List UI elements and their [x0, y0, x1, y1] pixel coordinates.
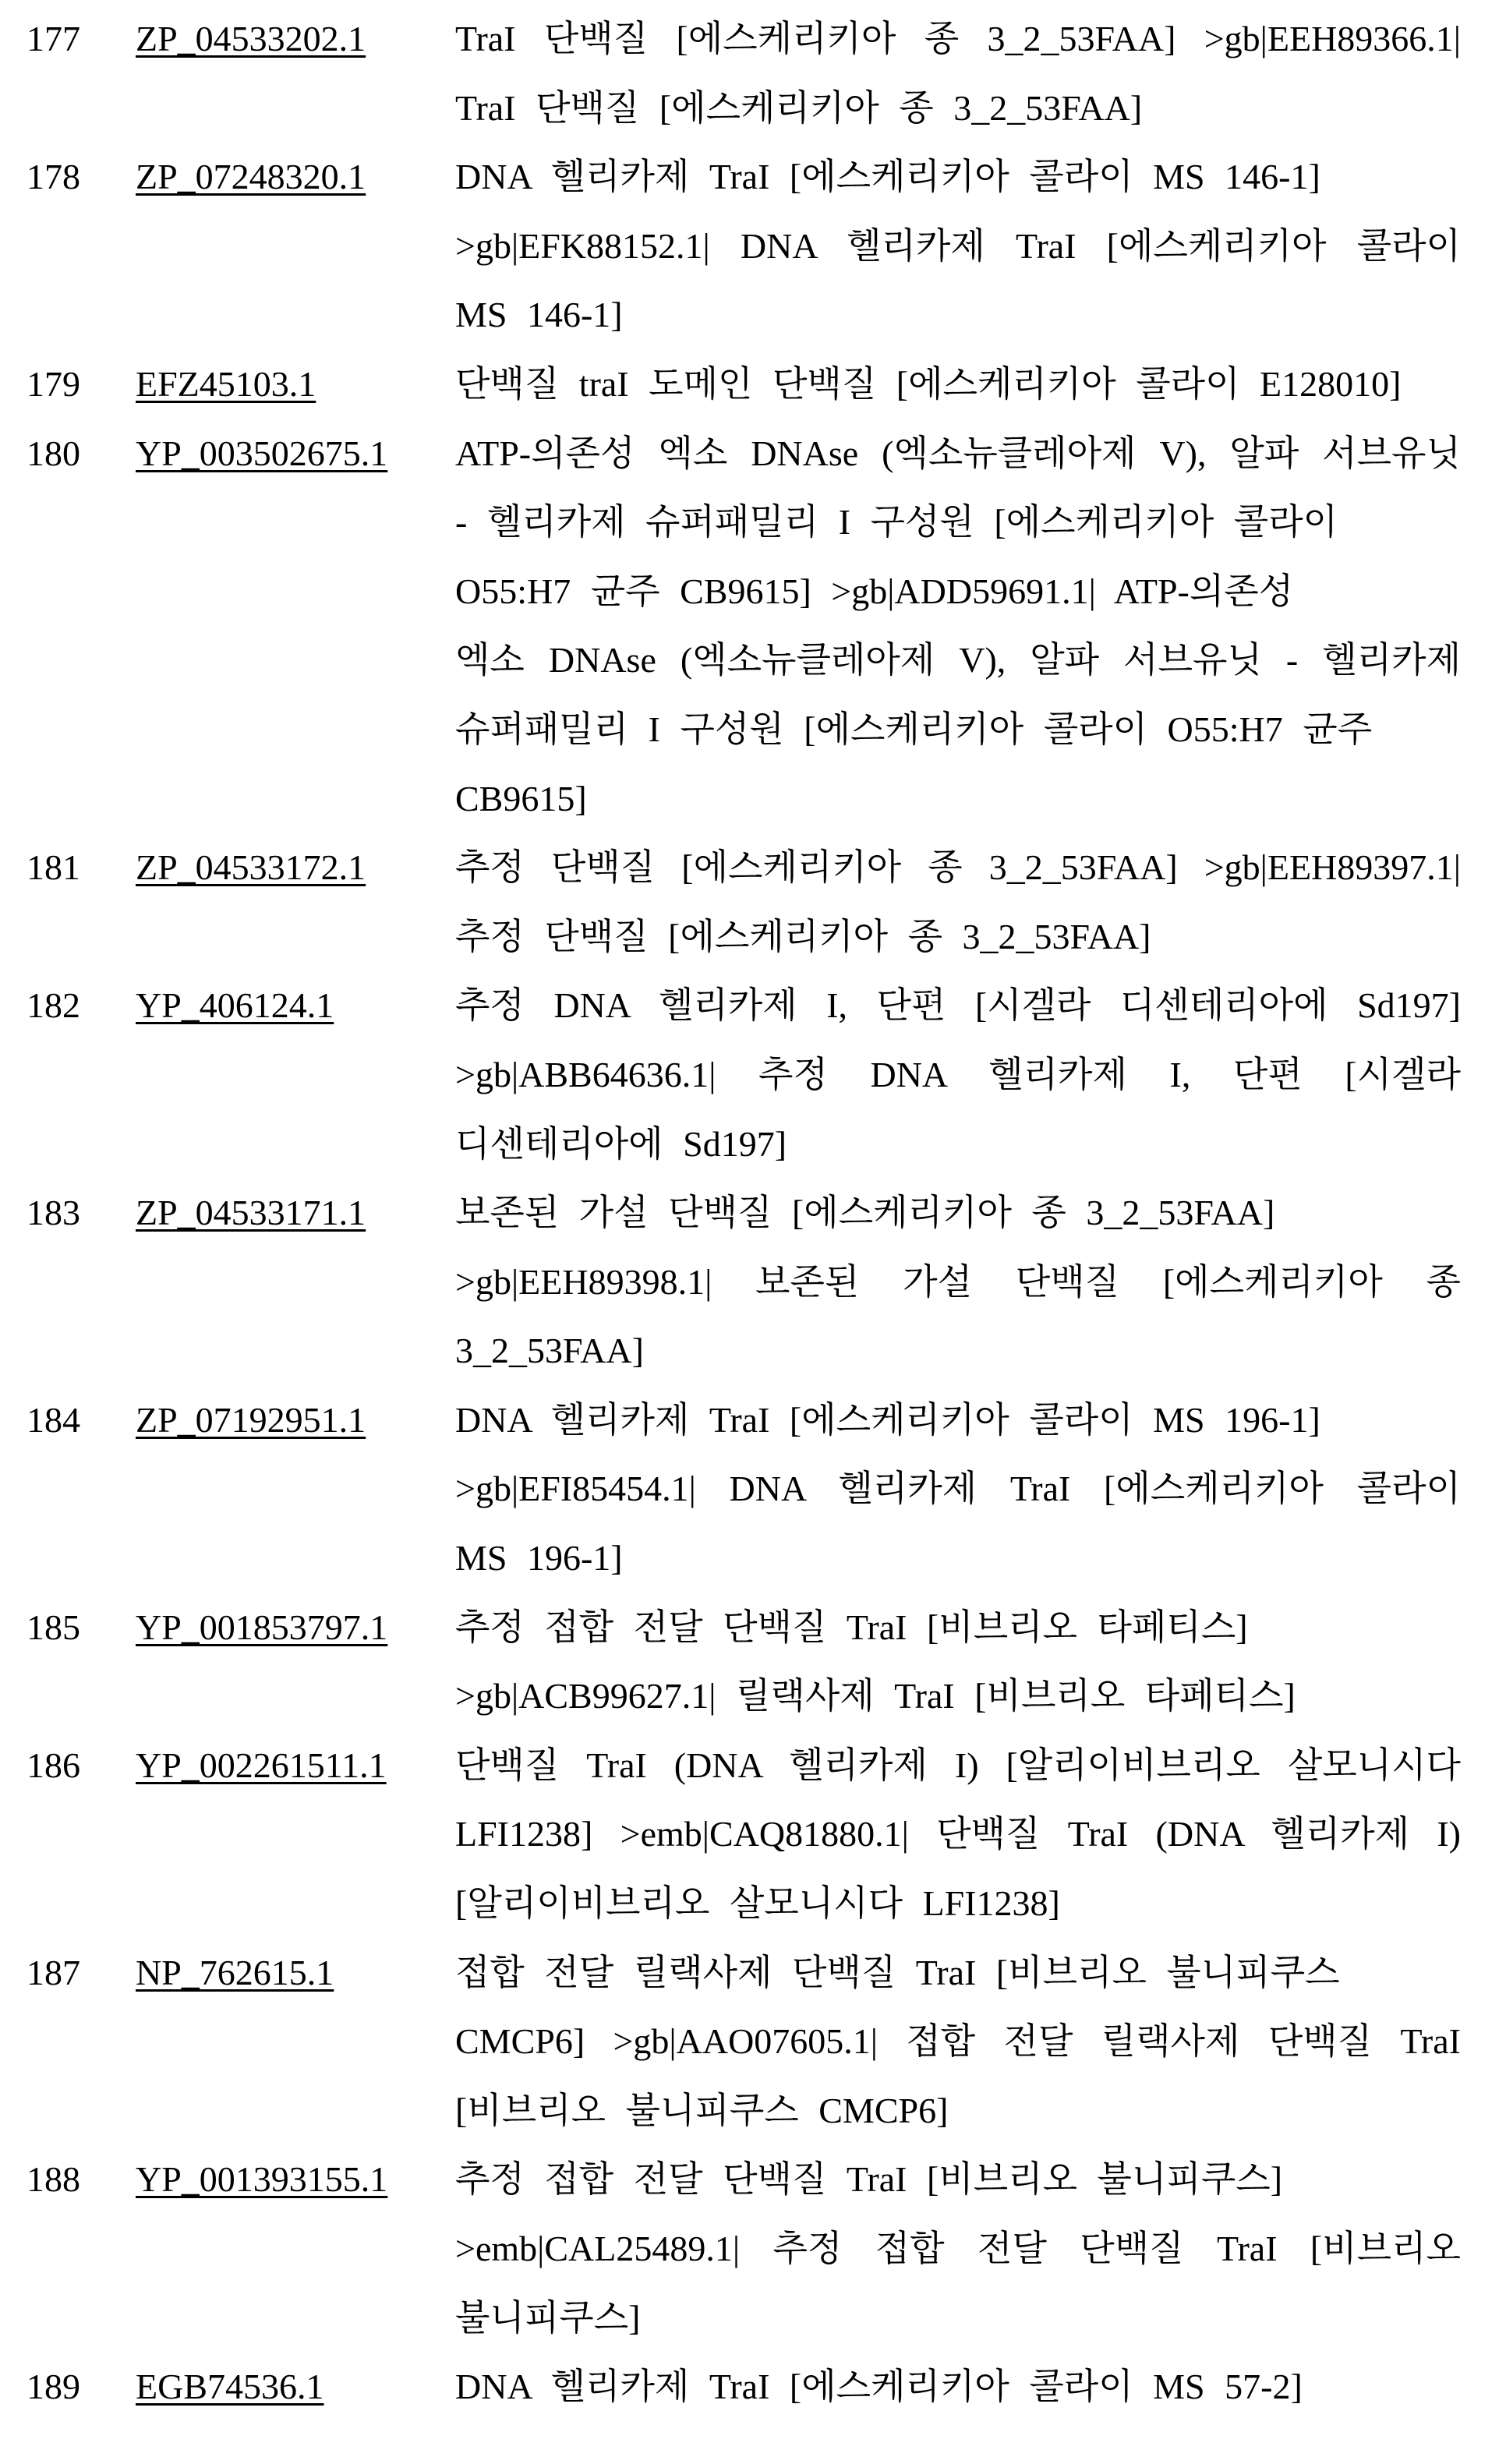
- table-row: [0, 2145, 1506, 2353]
- entry-number: 183: [27, 1179, 80, 1248]
- description-line: >emb|CAL25489.1| 추정 접합 전달 단백질 TraI [비브리오: [455, 2215, 1461, 2284]
- sequence-table: [0, 5, 1506, 2422]
- entry-number: 189: [27, 2353, 80, 2422]
- accession-link[interactable]: ZP_04533202.1: [136, 5, 366, 74]
- description-line: TraI 단백질 [에스케리키아 종 3_2_53FAA]: [455, 74, 1461, 143]
- accession-link[interactable]: ZP_04533171.1: [136, 1179, 366, 1248]
- entry-number: 188: [27, 2145, 80, 2215]
- entry-description: [455, 1179, 1461, 1386]
- description-line: >gb|EFI85454.1| DNA 헬리카제 TraI [에스케리키아 콜라이: [455, 1455, 1461, 1524]
- entry-number: 184: [27, 1386, 80, 1455]
- table-row: [0, 1939, 1506, 2146]
- entry-number: 180: [27, 419, 80, 489]
- description-line: >gb|ABB64636.1| 추정 DNA 헬리카제 I, 단편 [시겔라: [455, 1041, 1461, 1110]
- table-row: [0, 1179, 1506, 1386]
- description-line: 슈퍼패밀리 I 구성원 [에스케리키아 콜라이 O55:H7 균주: [455, 695, 1461, 765]
- description-line: - 헬리카제 슈퍼패밀리 I 구성원 [에스케리키아 콜라이: [455, 488, 1461, 557]
- entry-description: [455, 1939, 1461, 2146]
- table-row: [0, 5, 1506, 143]
- description-line: [비브리오 불니피쿠스 CMCP6]: [455, 2077, 1461, 2146]
- entry-number: 182: [27, 971, 80, 1041]
- description-line: >gb|ACB99627.1| 릴랙사제 TraI [비브리오 타페티스]: [455, 1662, 1461, 1731]
- table-row: [0, 419, 1506, 834]
- table-row: [0, 1593, 1506, 1731]
- table-row: [0, 2353, 1506, 2422]
- description-line: 디센테리아에 Sd197]: [455, 1110, 1461, 1179]
- description-line: 엑소 DNAse (엑소뉴클레아제 V), 알파 서브유닛 - 헬리카제: [455, 626, 1461, 695]
- description-line: LFI1238] >emb|CAQ81880.1| 단백질 TraI (DNA 헬리카제 I): [455, 1800, 1461, 1869]
- description-line: DNA 헬리카제 TraI [에스케리키아 콜라이 MS 146-1]: [455, 143, 1461, 212]
- entry-description: [455, 1386, 1461, 1593]
- description-line: 추정 단백질 [에스케리키아 종 3_2_53FAA]: [455, 903, 1461, 972]
- entry-number: 181: [27, 833, 80, 903]
- accession-link[interactable]: EFZ45103.1: [136, 350, 316, 419]
- entry-number: 186: [27, 1731, 80, 1801]
- description-line: 단백질 traI 도메인 단백질 [에스케리키아 콜라이 E128010]: [455, 350, 1461, 419]
- description-line: 불니피쿠스]: [455, 2284, 1461, 2353]
- description-line: TraI 단백질 [에스케리키아 종 3_2_53FAA] >gb|EEH89366.1|: [455, 5, 1461, 74]
- entry-description: [455, 5, 1461, 143]
- entry-description: [455, 143, 1461, 350]
- description-line: 접합 전달 릴랙사제 단백질 TraI [비브리오 불니피쿠스: [455, 1939, 1461, 2008]
- accession-link[interactable]: NP_762615.1: [136, 1939, 334, 2008]
- entry-number: 179: [27, 350, 80, 419]
- description-line: 추정 단백질 [에스케리키아 종 3_2_53FAA] >gb|EEH89397.1|: [455, 833, 1461, 903]
- table-row: [0, 1386, 1506, 1593]
- accession-link[interactable]: ZP_04533172.1: [136, 833, 366, 903]
- table-row: [0, 350, 1506, 419]
- entry-description: [455, 350, 1461, 419]
- entry-description: [455, 2353, 1461, 2422]
- description-line: ATP-의존성 엑소 DNAse (엑소뉴클레아제 V), 알파 서브유닛: [455, 419, 1461, 489]
- description-line: 3_2_53FAA]: [455, 1317, 1461, 1386]
- table-row: [0, 143, 1506, 350]
- description-line: DNA 헬리카제 TraI [에스케리키아 콜라이 MS 57-2]: [455, 2353, 1461, 2422]
- entry-number: 187: [27, 1939, 80, 2008]
- entry-description: [455, 1593, 1461, 1731]
- entry-description: [455, 833, 1461, 971]
- description-line: CB9615]: [455, 765, 1461, 834]
- description-line: MS 146-1]: [455, 281, 1461, 350]
- accession-link[interactable]: YP_001393155.1: [136, 2145, 387, 2215]
- entry-number: 185: [27, 1593, 80, 1663]
- entry-description: [455, 1731, 1461, 1939]
- entry-description: [455, 971, 1461, 1179]
- description-line: [알리이비브리오 살모니시다 LFI1238]: [455, 1869, 1461, 1939]
- accession-link[interactable]: YP_003502675.1: [136, 419, 387, 489]
- accession-link[interactable]: EGB74536.1: [136, 2353, 324, 2422]
- entry-number: 177: [27, 5, 80, 74]
- description-line: DNA 헬리카제 TraI [에스케리키아 콜라이 MS 196-1]: [455, 1386, 1461, 1455]
- table-row: [0, 1731, 1506, 1939]
- accession-link[interactable]: YP_001853797.1: [136, 1593, 387, 1663]
- description-line: >gb|EFK88152.1| DNA 헬리카제 TraI [에스케리키아 콜라이: [455, 212, 1461, 281]
- entry-number: 178: [27, 143, 80, 212]
- accession-link[interactable]: YP_002261511.1: [136, 1731, 387, 1801]
- description-line: O55:H7 균주 CB9615] >gb|ADD59691.1| ATP-의존성: [455, 557, 1461, 627]
- description-line: MS 196-1]: [455, 1524, 1461, 1593]
- description-line: 단백질 TraI (DNA 헬리카제 I) [알리이비브리오 살모니시다: [455, 1731, 1461, 1801]
- accession-link[interactable]: ZP_07192951.1: [136, 1386, 366, 1455]
- description-line: CMCP6] >gb|AAO07605.1| 접합 전달 릴랙사제 단백질 TraI: [455, 2007, 1461, 2077]
- accession-link[interactable]: YP_406124.1: [136, 971, 334, 1041]
- description-line: 추정 DNA 헬리카제 I, 단편 [시겔라 디센테리아에 Sd197]: [455, 971, 1461, 1041]
- accession-link[interactable]: ZP_07248320.1: [136, 143, 366, 212]
- description-line: 보존된 가설 단백질 [에스케리키아 종 3_2_53FAA]: [455, 1179, 1461, 1248]
- entry-description: [455, 2145, 1461, 2353]
- description-line: >gb|EEH89398.1| 보존된 가설 단백질 [에스케리키아 종: [455, 1248, 1461, 1317]
- description-line: 추정 접합 전달 단백질 TraI [비브리오 타페티스]: [455, 1593, 1461, 1663]
- table-row: [0, 833, 1506, 971]
- description-line: 추정 접합 전달 단백질 TraI [비브리오 불니피쿠스]: [455, 2145, 1461, 2215]
- entry-description: [455, 419, 1461, 834]
- table-row: [0, 971, 1506, 1179]
